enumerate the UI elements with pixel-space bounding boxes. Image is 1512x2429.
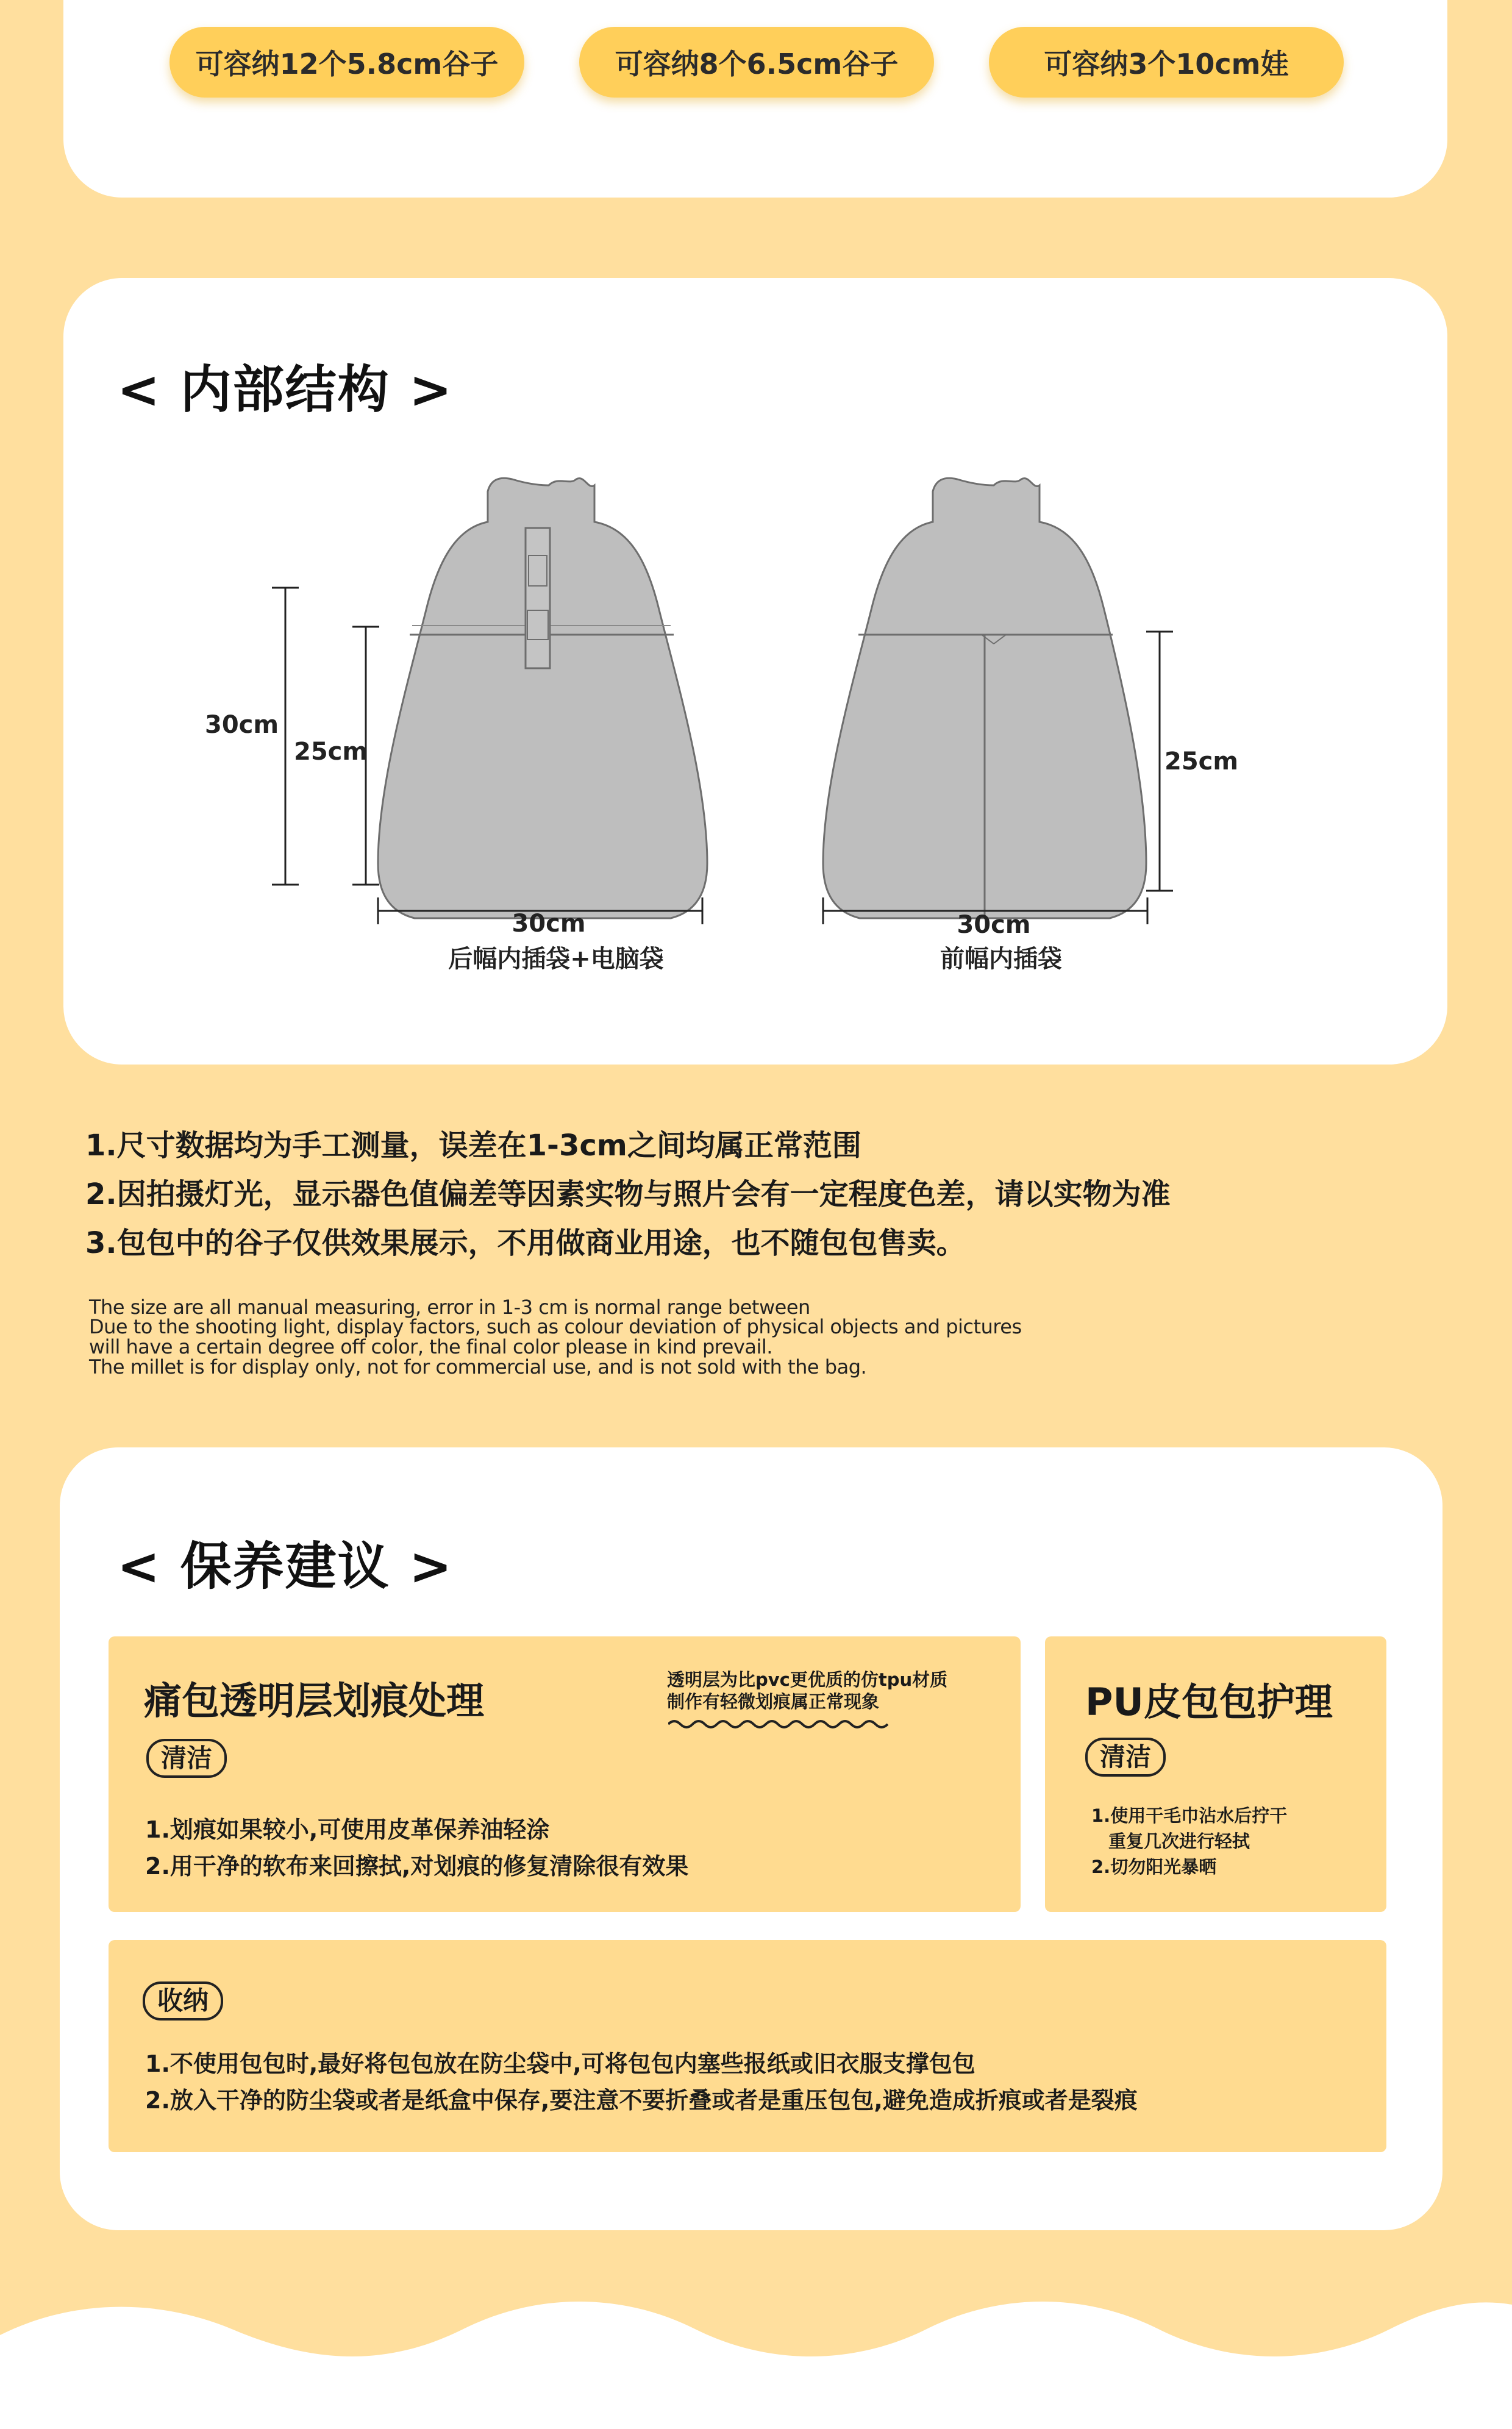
pu-line-1: 1.使用干毛巾沾水后拧干	[1091, 1805, 1288, 1826]
note-line-1: 1.尺寸数据均为手工测量，误差在1-3cm之间均属正常范围	[85, 1129, 861, 1163]
scratch-material-note-1: 透明层为比pvc更优质的仿tpu材质	[667, 1669, 948, 1690]
pu-line-3: 2.切勿阳光暴晒	[1091, 1857, 1217, 1877]
note-en-line-2: Due to the shooting light, display factors, such as colour deviation of physical objects and pictures	[89, 1315, 1022, 1338]
front-width-label: 30cm	[957, 911, 1031, 939]
note-line-2: 2.因拍摄灯光，显示器色值偏差等因素实物与照片会有一定程度色差，请以实物为准	[85, 1177, 1171, 1211]
capacity-tag-2: 可容纳8个6.5cm谷子	[579, 27, 934, 98]
note-en-line-1: The size are all manual measuring, error in 1-3 cm is normal range between	[89, 1296, 810, 1319]
scratch-material-note-2: 制作有轻微划痕属正常现象	[667, 1691, 880, 1712]
capacity-tag-3: 可容纳3个10cm娃	[989, 27, 1344, 98]
back-width-label: 30cm	[512, 910, 586, 938]
pu-clean-tag: 清洁	[1085, 1738, 1166, 1777]
scratch-line-1: 1.划痕如果较小,可使用皮革保养油轻涂	[145, 1816, 550, 1843]
storage-line-2: 2.放入干净的防尘袋或者是纸盒中保存,要注意不要折叠或者是重压包包,避免造成折痕或者是裂痕	[145, 2087, 1138, 2114]
scratch-clean-tag: 清洁	[146, 1739, 227, 1778]
wavy-underline-decoration	[668, 1717, 900, 1732]
bottom-wave-decoration	[0, 2262, 1512, 2429]
note-line-3: 3.包包中的谷子仅供效果展示，不用做商业用途，也不随包包售卖。	[85, 1226, 966, 1260]
note-en-line-4: The millet is for display only, not for commercial use, and is not sold with the bag.	[89, 1355, 867, 1379]
scratch-line-2: 2.用干净的软布来回擦拭,对划痕的修复清除很有效果	[145, 1853, 689, 1880]
front-height-pocket-label: 25cm	[1164, 747, 1239, 776]
scratch-care-title: 痛包透明层划痕处理	[144, 1678, 485, 1723]
pu-care-title: PU皮包包护理	[1085, 1680, 1333, 1724]
storage-line-1: 1.不使用包包时,最好将包包放在防尘袋中,可将包包内塞些报纸或旧衣服支撑包包	[145, 2050, 975, 2077]
front-bag-illustration	[823, 478, 1146, 918]
back-bag-illustration	[378, 478, 707, 918]
note-en-line-3: will have a certain degree off color, the final color please in kind prevail.	[89, 1335, 772, 1358]
front-bag-caption: 前幅内插袋	[940, 945, 1062, 973]
internal-structure-title: < 内部结构 >	[117, 360, 454, 419]
storage-tag: 收纳	[143, 1981, 223, 2021]
back-height-pocket-label: 25cm	[294, 738, 368, 766]
pu-line-2: 重复几次进行轻拭	[1108, 1831, 1250, 1852]
capacity-tag-1: 可容纳12个5.8cm谷子	[169, 27, 524, 98]
back-height-total-label: 30cm	[205, 711, 279, 739]
care-advice-title: < 保养建议 >	[117, 1536, 454, 1596]
back-bag-caption: 后幅内插袋+电脑袋	[448, 945, 664, 973]
bag-structure-diagram	[0, 278, 1512, 1071]
